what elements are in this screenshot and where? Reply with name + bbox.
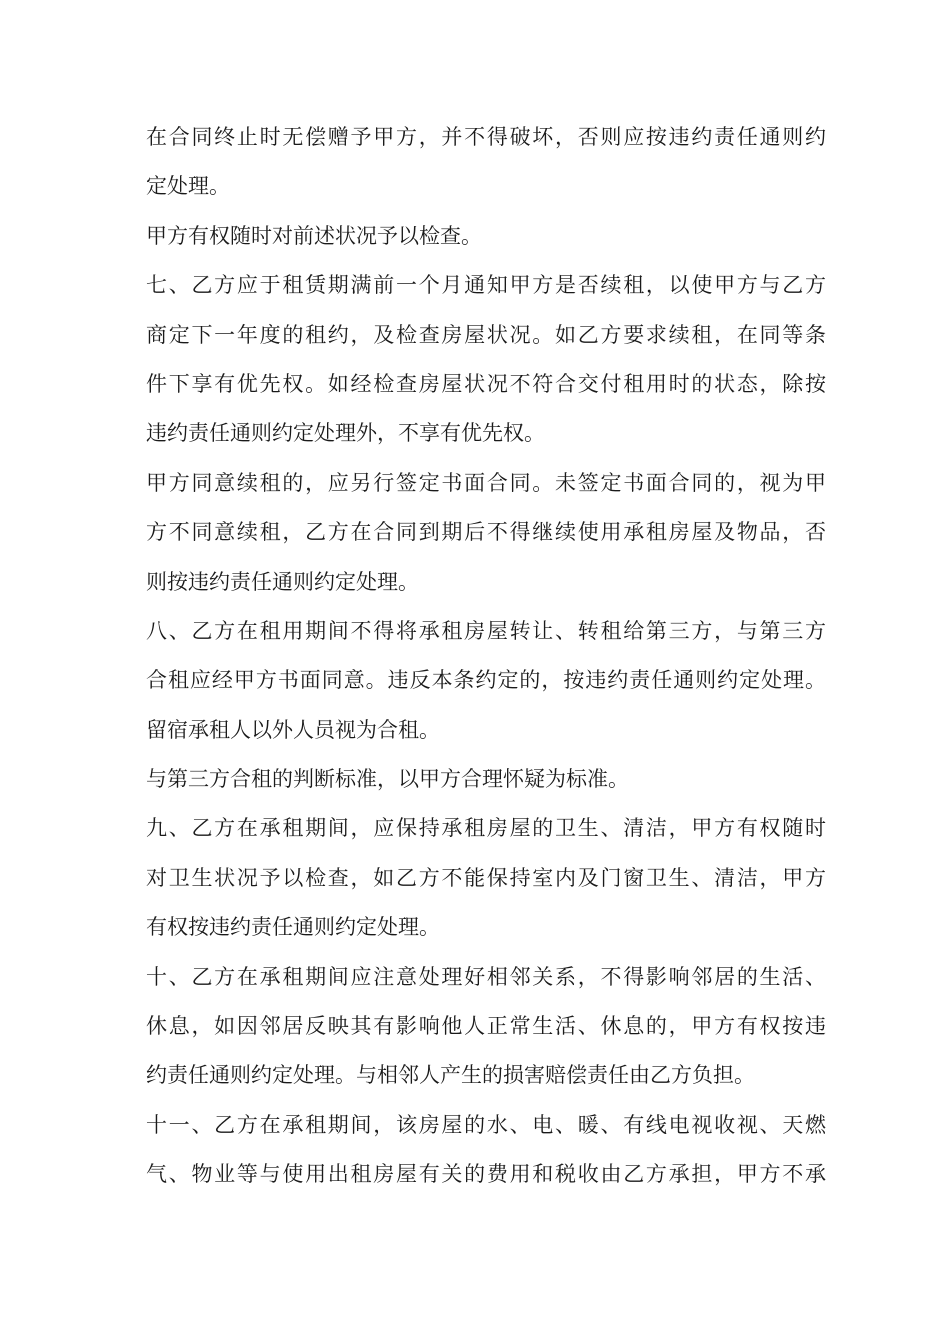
text-line: 在合同终止时无偿赠予甲方，并不得破坏，否则应按违约责任通则约 [146, 125, 826, 149]
text-line: 与第三方合租的判断标准，以甲方合理怀疑为标准。 [146, 767, 629, 792]
text-line: 违约责任通则约定处理外，不享有优先权。 [146, 421, 545, 446]
text-line: 留宿承租人以外人员视为合租。 [146, 717, 440, 742]
text-line: 定处理。 [146, 174, 230, 199]
contract-text-body [146, 113, 826, 1200]
text-line: 甲方同意续租的，应另行签定书面合同。未签定书面合同的，视为甲 [146, 470, 826, 495]
text-line: 甲方有权随时对前述状况予以检查。 [146, 223, 482, 248]
text-line: 件下享有优先权。如经检查房屋状况不符合交付租用时的状态，除按 [146, 371, 826, 396]
text-line: 对卫生状况予以检查，如乙方不能保持室内及门窗卫生、清洁，甲方 [146, 865, 826, 890]
text-line: 十、乙方在承租期间应注意处理好相邻关系，不得影响邻居的生活、 [146, 964, 826, 989]
text-line: 商定下一年度的租约，及检查房屋状况。如乙方要求续租，在同等条 [146, 322, 826, 347]
text-line: 休息，如因邻居反映其有影响他人正常生活、休息的，甲方有权按违 [146, 1014, 826, 1039]
text-line: 则按违约责任通则约定处理。 [146, 569, 419, 594]
text-line: 气、物业等与使用出租房屋有关的费用和税收由乙方承担，甲方不承 [146, 1162, 826, 1187]
text-line: 有权按违约责任通则约定处理。 [146, 915, 440, 940]
text-line: 九、乙方在承租期间，应保持承租房屋的卫生、清洁，甲方有权随时 [146, 816, 826, 841]
text-line: 十一、乙方在承租期间，该房屋的水、电、暖、有线电视收视、天燃 [146, 1112, 826, 1137]
text-line: 方不同意续租，乙方在合同到期后不得继续使用承租房屋及物品，否 [146, 520, 826, 545]
text-line: 七、乙方应于租赁期满前一个月通知甲方是否续租，以使甲方与乙方 [146, 273, 826, 298]
text-line: 约责任通则约定处理。与相邻人产生的损害赔偿责任由乙方负担。 [146, 1063, 755, 1088]
text-line: 八、乙方在租用期间不得将承租房屋转让、转租给第三方，与第三方 [146, 618, 826, 643]
text-line: 合租应经甲方书面同意。违反本条约定的，按违约责任通则约定处理。 [146, 668, 826, 693]
